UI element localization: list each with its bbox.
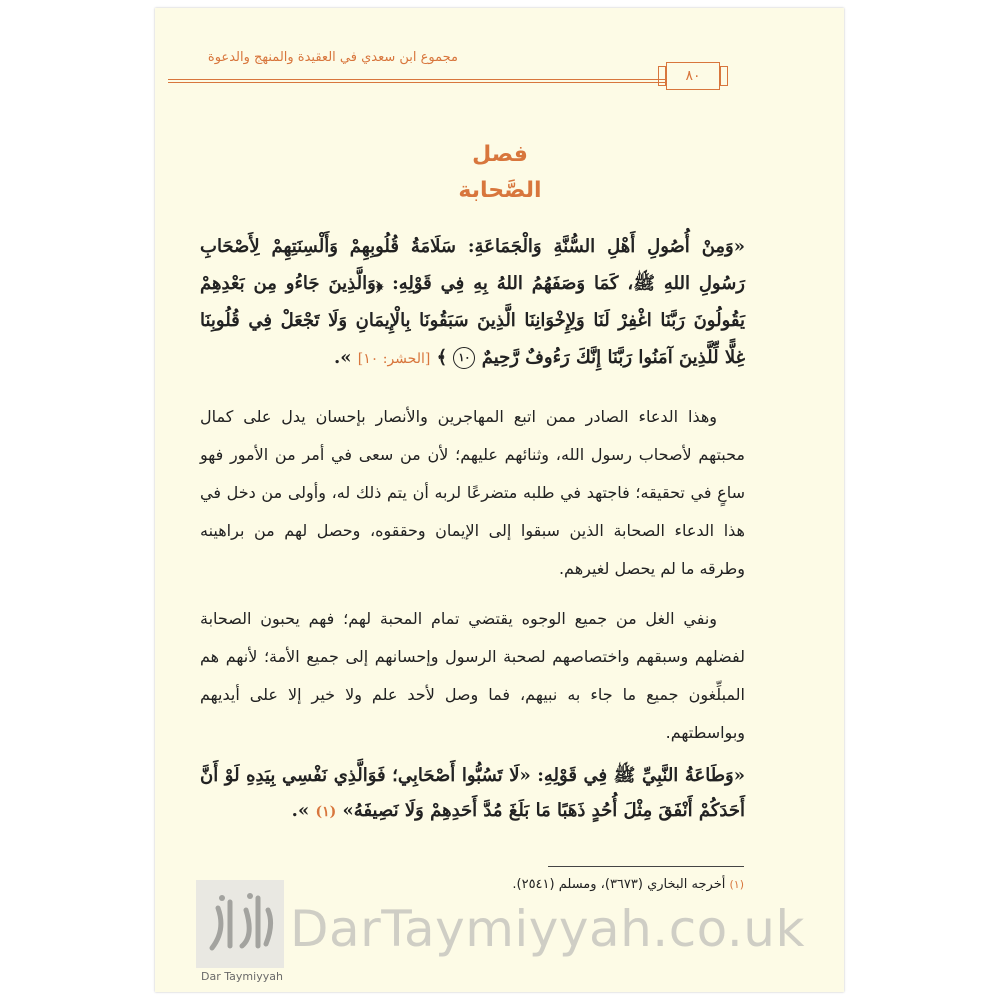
quote2-text: «وَطَاعَةُ النَّبِيِّ ﷺ فِي قَوْلِهِ: «لَا تَسُبُّوا أَصْحَابِي؛ فَوَالَّذِي نَفْسِي بِيَدِهِ لَوْ أَنَّ أَحَدَكُمْ أَنْفَقَ مِثْلَ أُحُدٍ ذَهَبًا مَا بَلَغَ مُدَّ أَحَدِهِمْ وَلَا نَصِيفَهُ»	[200, 765, 745, 821]
footnote-marker: (١)	[729, 878, 744, 891]
page-number	[666, 62, 720, 90]
quran-closing-bracket: ﴾	[436, 347, 448, 368]
footnote-text: أخرجه البخاري (٣٦٧٣)، ومسلم (٢٥٤١).	[512, 877, 726, 892]
footnote-divider	[548, 866, 744, 867]
footnote-reference[interactable]: (١)	[315, 804, 337, 820]
section-title: الصَّحابة	[458, 178, 542, 203]
quote1-end: ».	[333, 347, 352, 368]
footnote	[300, 877, 744, 892]
creed-quote-1	[200, 228, 745, 378]
creed-quote-2	[200, 758, 745, 830]
quote1-text: «وَمِنْ أُصُولِ أَهْلِ السُّنَّةِ وَالْجَمَاعَةِ: سَلَامَةُ قُلُوبِهِمْ وَأَلْسِنَتِهِمْ لِأَصْحَابِ رَسُولِ اللهِ ﷺ، كَمَا وَصَفَهُمُ اللهُ بِهِ فِي قَوْلِهِ: ﴿وَالَّذِينَ جَاءُو مِن بَعْدِهِمْ يَقُولُونَ رَبَّنَا اغْفِرْ لَنَا وَلِإِخْوَانِنَا الَّذِينَ سَبَقُونَا بِالْإِيمَانِ وَلَا تَجْعَلْ فِي قُلُوبِنَا غِلًّا لِّلَّذِينَ آمَنُوا رَبَّنَا إِنَّكَ رَءُوفٌ رَّحِيمٌ	[200, 236, 745, 368]
running-header-title: مجموع ابن سعدي في العقيدة والمنهج والدعوة	[207, 50, 458, 65]
dar-taymiyyah-logo-icon	[196, 880, 284, 968]
logo-caption: Dar Taymiyyah	[201, 970, 283, 983]
commentary-paragraph-2: ونفي الغل من جميع الوجوه يقتضي تمام المحبة لهم؛ فهم يحبون الصحابة لفضلهم وسبقهم واختصاصهم لصحبة الرسول وإحسانهم إلى جميع الأمة؛ لأنهم هم المبلِّغون جميع ما جاء به نبيهم، فما وصل لأحد علم ولا خير إلا على أيديهم وبواسطتهم.	[200, 609, 745, 742]
quote2-end: ».	[291, 800, 310, 821]
ayah-number-marker: ١٠	[453, 347, 475, 369]
header-rule	[168, 79, 674, 83]
surah-reference: [الحشر: ١٠]	[357, 351, 431, 367]
section-label: فصل	[472, 142, 528, 167]
watermark-site: DarTaymiyyah.co.uk	[290, 900, 805, 958]
commentary-paragraph-1: وهذا الدعاء الصادر ممن اتبع المهاجرين والأنصار بإحسان يدل على كمال محبتهم لأصحاب رسول الله، وثنائهم عليهم؛ لأن من سعى في أمر من الأمور فهو ساعٍ في تحقيقه؛ فاجتهد في طلبه متضرعًا لربه أن يتم ذلك له، وأولى من دخل في هذا الدعاء الصحابة الذين سبقوا إلى الإيمان وحققوه، وحصل لهم من براهينه وطرقه ما لم يحصل لغيرهم.	[200, 407, 745, 578]
page-number-text: ٨٠	[685, 68, 701, 84]
